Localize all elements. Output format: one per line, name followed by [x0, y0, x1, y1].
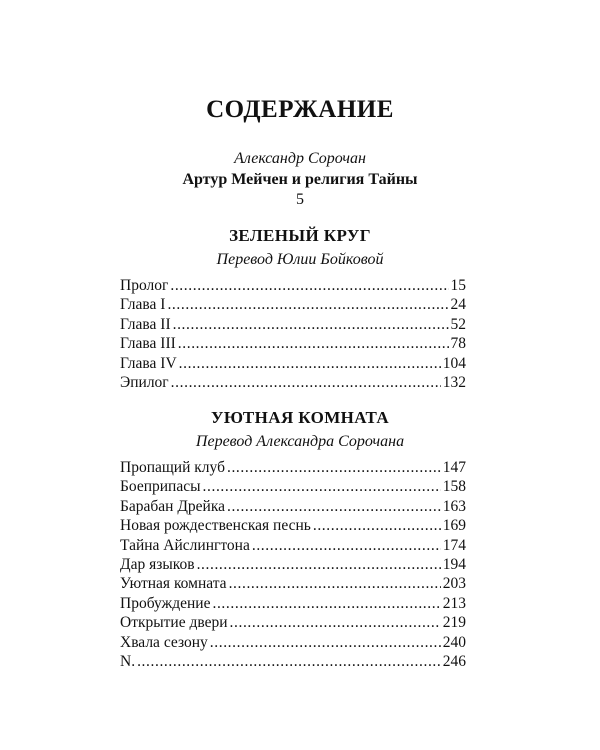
toc-leader-dots — [178, 334, 449, 353]
toc-entry-label: Тайна Айслингтона — [120, 536, 250, 554]
toc-entry-page: 213 — [442, 594, 466, 612]
toc-entry-label: Глава IV — [120, 354, 177, 372]
toc-entry[interactable] — [120, 633, 466, 652]
toc-entry[interactable] — [120, 497, 466, 516]
toc-leader-dots — [212, 594, 440, 613]
toc-leader-dots — [229, 574, 441, 593]
toc-entry-label: Глава I — [120, 296, 166, 314]
section-title-cozy-room: УЮТНАЯ КОМНАТА — [210, 408, 390, 427]
toc-entry[interactable] — [120, 334, 466, 353]
toc-leader-dots — [170, 276, 448, 295]
section-translator-cozy-room: Перевод Александра Сорочана — [195, 433, 405, 450]
toc-entry-page: 163 — [442, 497, 466, 515]
toc-entry-label: Новая рождественская песнь — [120, 517, 311, 535]
toc-entry-page: 15 — [450, 277, 466, 294]
toc-entry-label: Открытие двери — [120, 614, 228, 632]
toc-entry-page: 203 — [442, 575, 466, 593]
toc-leader-dots — [313, 516, 441, 535]
toc-entry-page: 174 — [442, 536, 466, 554]
toc-entry[interactable] — [120, 652, 466, 671]
toc-entry-page: 52 — [450, 315, 466, 333]
toc-list-cozy-room — [120, 458, 466, 671]
toc-entry-page: 24 — [450, 296, 466, 314]
toc-entry-label: Глава II — [120, 315, 171, 333]
toc-entry-label: Дар языков — [120, 555, 195, 573]
essay-title: Артур Мейчен и религия Тайны — [182, 171, 418, 188]
toc-leader-dots — [227, 458, 441, 477]
essay-page-number: 5 — [296, 191, 304, 208]
toc-entry[interactable] — [120, 555, 466, 574]
toc-entry-page: 219 — [442, 614, 466, 632]
toc-entry[interactable] — [120, 373, 466, 392]
toc-entry-label: Боеприпасы — [120, 478, 201, 496]
toc-entry-page: 169 — [442, 517, 466, 535]
toc-entry-label: Хвала сезону — [120, 633, 208, 651]
toc-entry-label: Пропащий клуб — [120, 459, 225, 476]
page-title: СОДЕРЖАНИЕ — [206, 96, 394, 123]
toc-entry-page: 158 — [442, 478, 466, 496]
toc-entry[interactable] — [120, 295, 466, 314]
toc-entry-label: Пробуждение — [120, 594, 211, 612]
toc-leader-dots — [137, 652, 441, 671]
toc-entry-label: Барабан Дрейка — [120, 497, 226, 515]
toc-leader-dots — [203, 477, 441, 496]
essay-author: Александр Сорочан — [234, 150, 366, 167]
toc-entry-label: Пролог — [120, 277, 169, 294]
toc-leader-dots — [167, 295, 448, 314]
toc-leader-dots — [252, 536, 441, 555]
toc-entry-page: 246 — [442, 652, 466, 670]
toc-entry-label: Глава III — [120, 335, 176, 353]
toc-leader-dots — [230, 613, 441, 632]
section-translator-green-circle: Перевод Юлии Бойковой — [216, 251, 384, 268]
toc-entry[interactable] — [120, 276, 466, 295]
toc-entry[interactable] — [120, 458, 466, 477]
toc-list-green-circle — [120, 276, 466, 392]
toc-leader-dots — [227, 497, 441, 516]
toc-leader-dots — [171, 373, 441, 392]
toc-leader-dots — [197, 555, 441, 574]
toc-entry-label: Уютная комната — [120, 575, 227, 593]
toc-entry[interactable] — [120, 613, 466, 632]
toc-entry-page: 194 — [442, 555, 466, 573]
toc-entry[interactable] — [120, 354, 466, 373]
toc-leader-dots — [173, 315, 449, 334]
toc-entry[interactable] — [120, 574, 466, 593]
toc-entry[interactable] — [120, 536, 466, 555]
toc-entry-page: 78 — [450, 335, 466, 353]
toc-leader-dots — [179, 354, 441, 373]
toc-entry-page: 132 — [442, 373, 466, 391]
toc-entry[interactable] — [120, 477, 466, 496]
toc-entry-label: N. — [120, 652, 136, 670]
toc-entry[interactable] — [120, 315, 466, 334]
toc-entry[interactable] — [120, 516, 466, 535]
toc-entry-label: Эпилог — [120, 373, 169, 391]
toc-leader-dots — [210, 633, 441, 652]
toc-entry-page: 147 — [442, 459, 466, 476]
toc-entry-page: 104 — [442, 354, 466, 372]
toc-entry-page: 240 — [442, 633, 466, 651]
toc-entry[interactable] — [120, 594, 466, 613]
section-title-green-circle: ЗЕЛЕНЫЙ КРУГ — [229, 226, 371, 245]
